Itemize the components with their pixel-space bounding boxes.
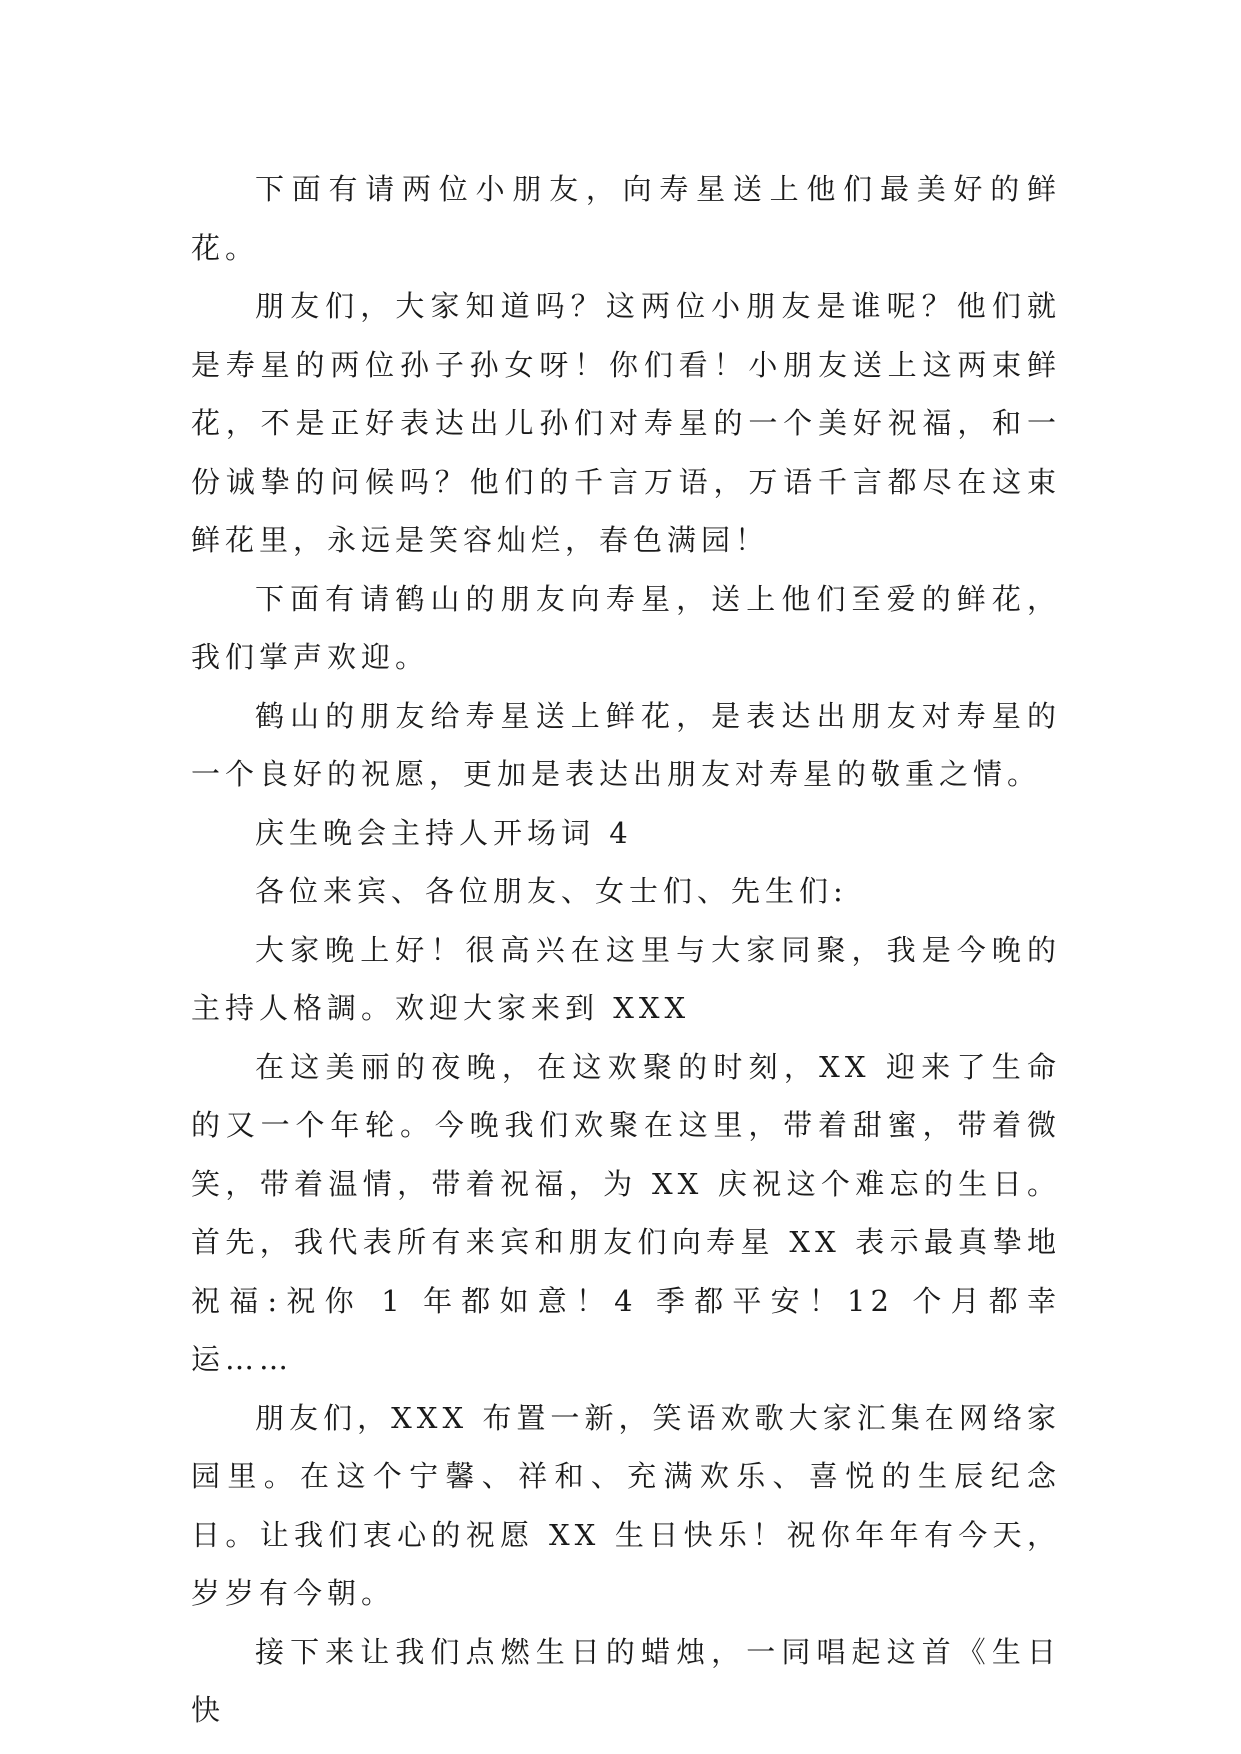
paragraph: 朋友们，XXX 布置一新，笑语欢歌大家汇集在网络家园里。在这个宁馨、祥和、充满欢乐、喜悦的生辰纪念日。让我们衷心的祝愿 XX 生日快乐！祝你年年有今天，岁岁有今朝。: [191, 1400, 1061, 1610]
paragraph: 大家晚上好！很高兴在这里与大家同聚，我是今晚的主持人格調。欢迎大家来到 XXX: [191, 932, 1061, 1025]
paragraph: 接下来让我们点燃生日的蜡烛，一同唱起这首《生日快: [191, 1634, 1061, 1727]
paragraph: 鹤山的朋友给寿星送上鲜花，是表达出朋友对寿星的一个良好的祝愿，更加是表达出朋友对寿星的敬重之情。: [191, 698, 1061, 791]
paragraph: 下面有请鹤山的朋友向寿星，送上他们至爱的鲜花，我们掌声欢迎。: [191, 581, 1061, 674]
paragraph: 朋友们，大家知道吗？这两位小朋友是谁呢？他们就是寿星的两位孙子孙女呀！你们看！小朋友送上这两束鲜花，不是正好表达出儿孙们对寿星的一个美好祝福，和一份诚挚的问候吗？他们的千言万语，万语千言都尽在这束鲜花里，永远是笑容灿烂，春色满园！: [191, 289, 1061, 557]
salutation: 各位来宾、各位朋友、女士们、先生们:: [255, 874, 848, 908]
section-heading: 庆生晚会主持人开场词 4: [255, 815, 633, 850]
document-body: [191, 160, 1061, 1740]
paragraph: 在这美丽的夜晚，在这欢聚的时刻，XX 迎来了生命的又一个年轮。今晚我们欢聚在这里，带着甜蜜，带着微笑，带着温情，带着祝福，为 XX 庆祝这个难忘的生日。首先，我代表所有来宾和朋友们向寿星 XX 表示最真挚地祝福:祝你 1 年都如意！4 季都平安！12 个月都幸运……: [191, 1049, 1061, 1376]
paragraph: 下面有请两位小朋友，向寿星送上他们最美好的鲜花。: [191, 172, 1061, 265]
